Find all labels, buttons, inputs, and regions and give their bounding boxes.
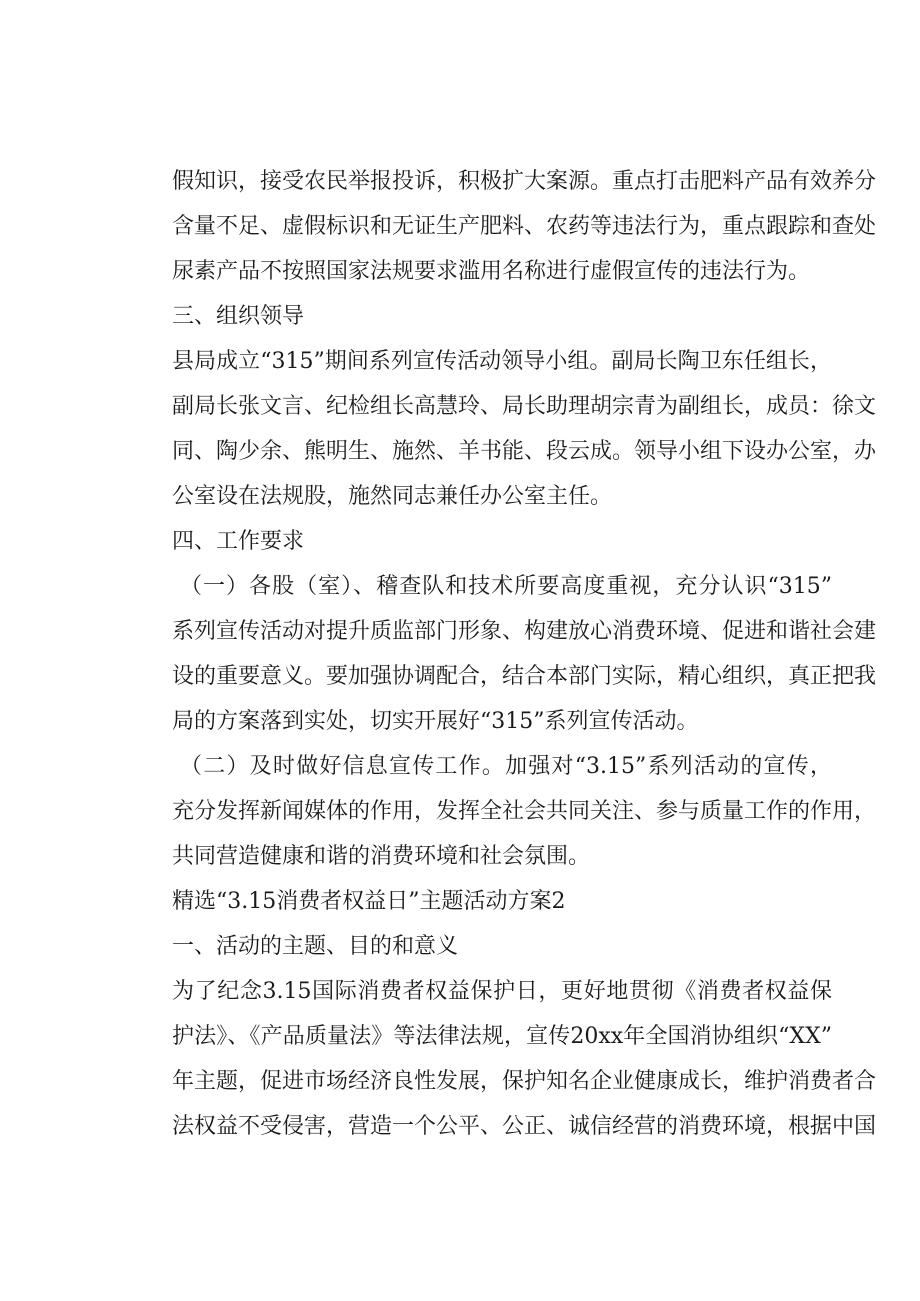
body-line-20: 护法》、《产品质量法》等法律法规，宣传20xx年全国消协组织“XX” [172, 1024, 832, 1049]
body-line-1: 假知识，接受农民举报投诉，积极扩大案源。重点打击肥料产品有效养分 [172, 169, 877, 194]
document-subtitle: 精选“3.15消费者权益日”主题活动方案2 [172, 889, 566, 914]
section-heading-1: 一、活动的主题、目的和意义 [172, 934, 459, 959]
body-line-10: （一）各股（室）、稽查队和技术所要高度重视，充分认识“315” [180, 574, 832, 599]
body-line-22: 法权益不受侵害，营造一个公平、公正、诚信经营的消费环境，根据中国 [172, 1114, 877, 1139]
body-line-21: 年主题，促进市场经济良性发展，保护知名企业健康成长，维护消费者合 [172, 1069, 877, 1094]
body-line-11: 系列宣传活动对提升质监部门形象、构建放心消费环境、促进和谐社会建 [172, 619, 877, 644]
body-line-6: 副局长张文言、纪检组长高慧玲、局长助理胡宗青为副组长，成员：徐文 [172, 394, 877, 419]
body-line-2: 含量不足、虚假标识和无证生产肥料、农药等违法行为，重点跟踪和查处 [172, 214, 877, 239]
body-line-15: 充分发挥新闻媒体的作用，发挥全社会共同关注、参与质量工作的作用， [172, 799, 877, 824]
body-line-8: 公室设在法规股，施然同志兼任办公室主任。 [172, 484, 613, 509]
body-line-7: 同、陶少余、熊明生、施然、羊书能、段云成。领导小组下设办公室，办 [172, 439, 877, 464]
section-heading-4: 四、工作要求 [172, 529, 305, 554]
body-line-13: 局的方案落到实处，切实开展好“315”系列宣传活动。 [172, 709, 699, 734]
body-line-12: 设的重要意义。要加强协调配合，结合本部门实际，精心组织，真正把我 [172, 664, 877, 689]
body-line-16: 共同营造健康和谐的消费环境和社会氛围。 [172, 844, 591, 869]
body-line-14: （二）及时做好信息宣传工作。加强对“3.15”系列活动的宣传， [180, 754, 832, 779]
body-line-3: 尿素产品不按照国家法规要求滥用名称进行虚假宣传的违法行为。 [172, 259, 811, 284]
section-heading-3: 三、组织领导 [172, 304, 305, 329]
body-line-19: 为了纪念3.15国际消费者权益保护日，更好地贯彻《消费者权益保 [172, 979, 832, 1004]
body-line-5: 县局成立“315”期间系列宣传活动领导小组。副局长陶卫东任组长， [172, 349, 832, 374]
